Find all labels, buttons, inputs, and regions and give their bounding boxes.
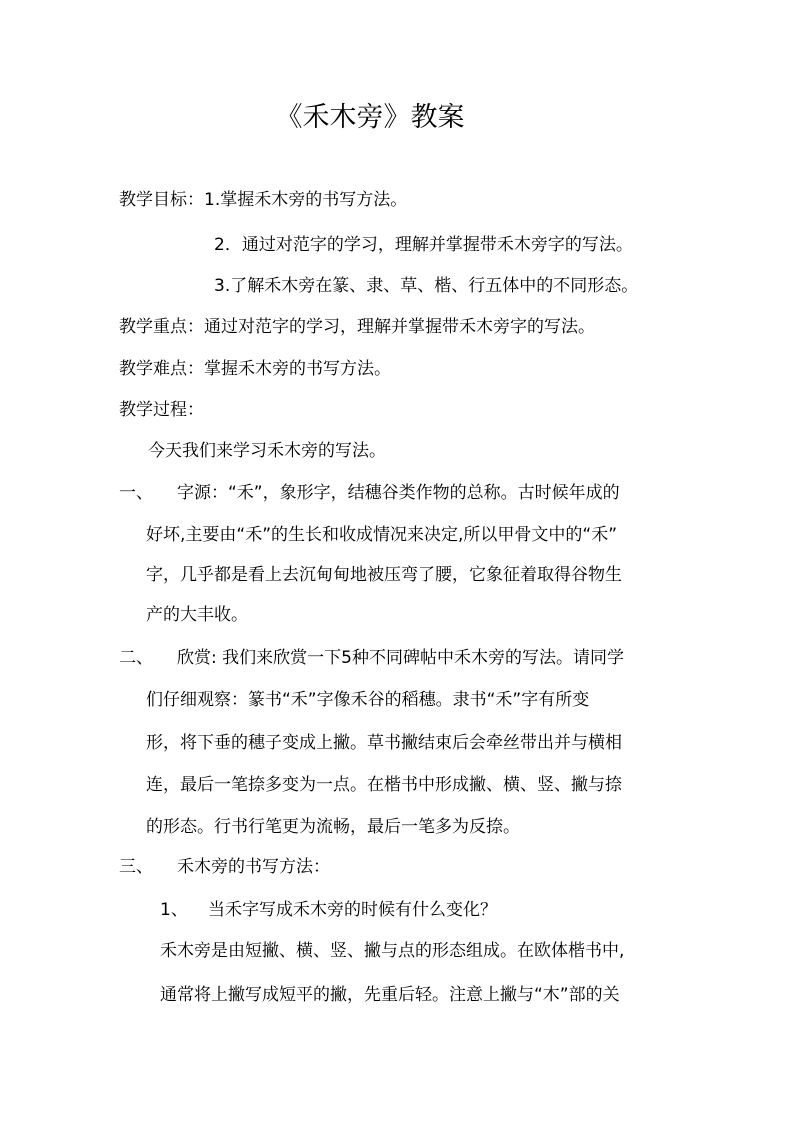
section2-line: 连，最后一笔捺多变为一点。在楷书中形成撇、横、竖、撇与捺 bbox=[146, 775, 622, 795]
section3-line bbox=[119, 855, 330, 879]
section1-line: 字，几乎都是看上去沉甸甸地被压弯了腰，它象征着取得谷物生 bbox=[146, 565, 622, 585]
section2-line: 的形态。行书行笔更为流畅，最后一笔多为反捺。 bbox=[146, 817, 520, 837]
section2-first-line bbox=[119, 646, 624, 670]
section1-first-line bbox=[119, 481, 620, 505]
objective-item-3: 3.了解禾木旁在篆、隶、草、楷、行五体中的不同形态。 bbox=[214, 276, 639, 296]
key-point: 教学重点：通过对范字的学习，理解并掌握带禾木旁字的写法。 bbox=[119, 317, 595, 337]
objectives-line bbox=[119, 188, 407, 212]
subsection1-question: 当禾字写成禾木旁的时候有什么变化？ bbox=[208, 900, 497, 920]
section2-line: 形，将下垂的穗子变成上撇。草书撇结束后会牵丝带出并与横相 bbox=[146, 733, 622, 753]
subsection1-line bbox=[160, 898, 497, 922]
objectives-label: 教学目标： bbox=[119, 190, 204, 210]
document-title: 《禾木旁》教案 bbox=[275, 102, 465, 133]
section1-line: 字源：“禾”，象形字，结穗谷类作物的总称。古时候年成的 bbox=[177, 483, 620, 503]
process-label: 教学过程： bbox=[119, 400, 204, 420]
section3-number: 三、 bbox=[119, 857, 153, 877]
section3-heading: 禾木旁的书写方法： bbox=[177, 857, 330, 877]
objective-item-1: 1.掌握禾木旁的书写方法。 bbox=[204, 190, 408, 210]
objective-item-2: 2．通过对范字的学习，理解并掌握带禾木旁字的写法。 bbox=[214, 235, 633, 255]
section2-line: 们仔细观察：篆书“禾”字像禾谷的稻穗。隶书“禾”字有所变 bbox=[146, 690, 590, 710]
intro-text: 今天我们来学习禾木旁的写法。 bbox=[148, 441, 386, 461]
section2-number: 二、 bbox=[119, 648, 153, 668]
section2-line: 欣赏: 我们来欣赏一下5种不同碑帖中禾木旁的写法。请同学 bbox=[177, 648, 624, 668]
paragraph-line: 通常将上撇写成短平的撇，先重后轻。注意上撇与“木”部的关 bbox=[160, 985, 620, 1005]
paragraph-line: 禾木旁是由短撇、横、竖、撇与点的形态组成。在欧体楷书中, bbox=[160, 941, 625, 961]
section1-line: 好坏,主要由“禾”的生长和收成情况来决定,所以甲骨文中的“禾” bbox=[146, 525, 618, 545]
subsection1-number: 1、 bbox=[160, 900, 188, 920]
section1-number: 一、 bbox=[119, 483, 153, 503]
difficulty: 教学难点：掌握禾木旁的书写方法。 bbox=[119, 359, 391, 379]
section1-line: 产的大丰收。 bbox=[146, 605, 248, 625]
